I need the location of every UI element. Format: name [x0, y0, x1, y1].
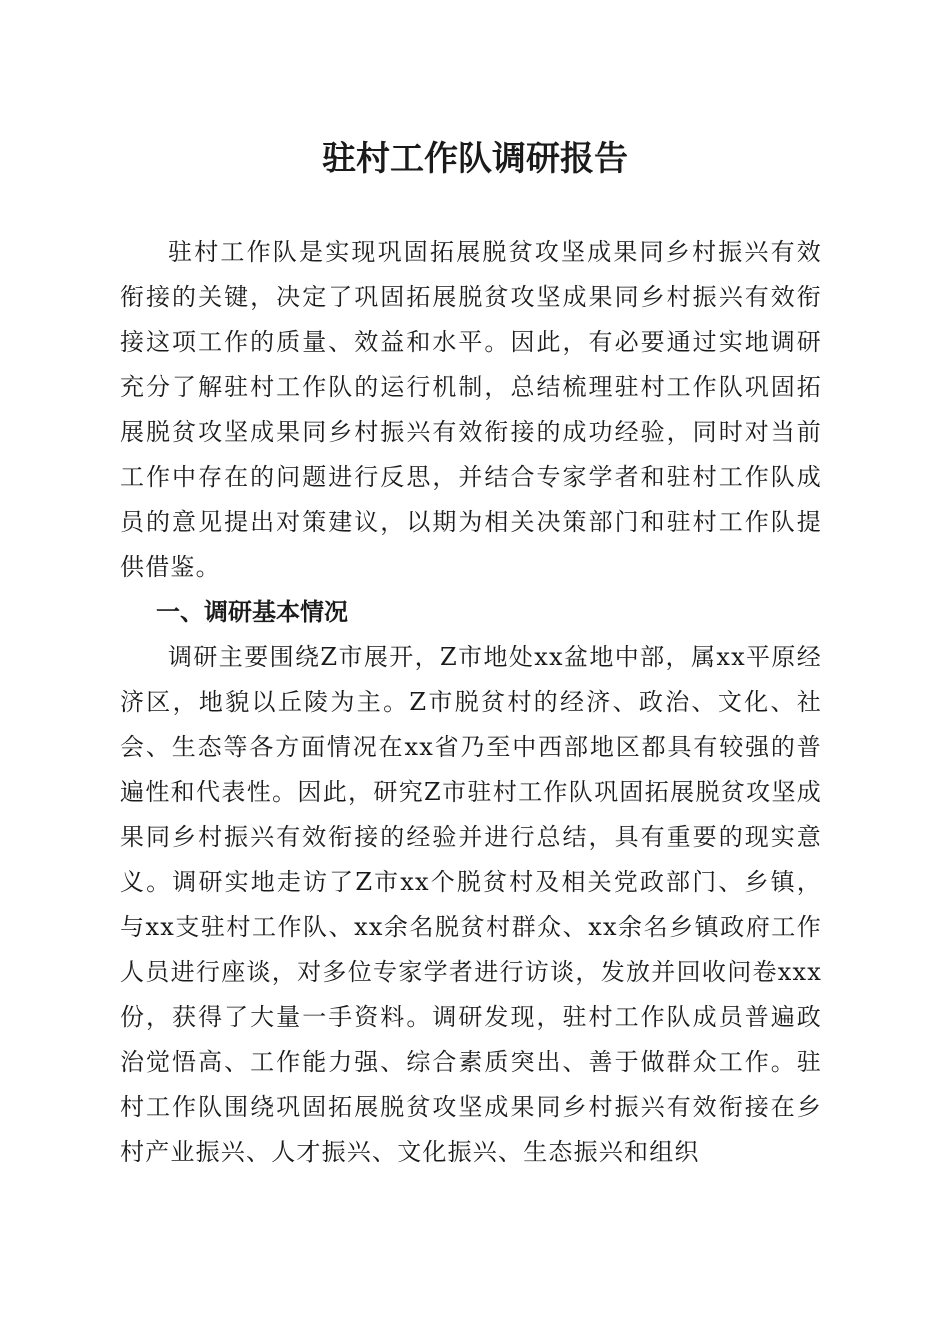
intro-paragraph: 驻村工作队是实现巩固拓展脱贫攻坚成果同乡村振兴有效衔接的关键，决定了巩固拓展脱贫攻坚成果同乡村振兴有效衔接这项工作的质量、效益和水平。因此，有必要通过实地调研充分了解驻村工作队的运行机制，总结梳理驻村工作队巩固拓展脱贫攻坚成果同乡村振兴有效衔接的成功经验，同时对当前工作中存在的问题进行反思，并结合专家学者和驻村工作队成员的意见提出对策建议，以期为相关决策部门和驻村工作队提供借鉴。 — [120, 238, 822, 581]
section-paragraph: 调研主要围绕Z市展开，Z市地处xx盆地中部，属xx平原经济区，地貌以丘陵为主。Z市脱贫村的经济、政治、文化、社会、生态等各方面情况在xx省乃至中西部地区都具有较强的普遍性和代表性。因此，研究Z市驻村工作队巩固拓展脱贫攻坚成果同乡村振兴有效衔接的经验并进行总结，具有重要的现实意义。调研实地走访了Z市xx个脱贫村及相关党政部门、乡镇，与xx支驻村工作队、xx余名脱贫村群众、xx余名乡镇政府工作人员进行座谈，对多位专家学者进行访谈，发放并回收问卷xxx份，获得了大量一手资料。调研发现，驻村工作队成员普遍政治觉悟高、工作能力强、综合素质突出、善于做群众工作。驻村工作队围绕巩固拓展脱贫攻坚成果同乡村振兴有效衔接在乡村产业振兴、人才振兴、文化振兴、生态振兴和组织 — [120, 643, 822, 1166]
section-heading: 一、调研基本情况 — [156, 598, 348, 626]
document-title: 驻村工作队调研报告 — [322, 139, 628, 179]
document-body — [120, 230, 822, 1175]
